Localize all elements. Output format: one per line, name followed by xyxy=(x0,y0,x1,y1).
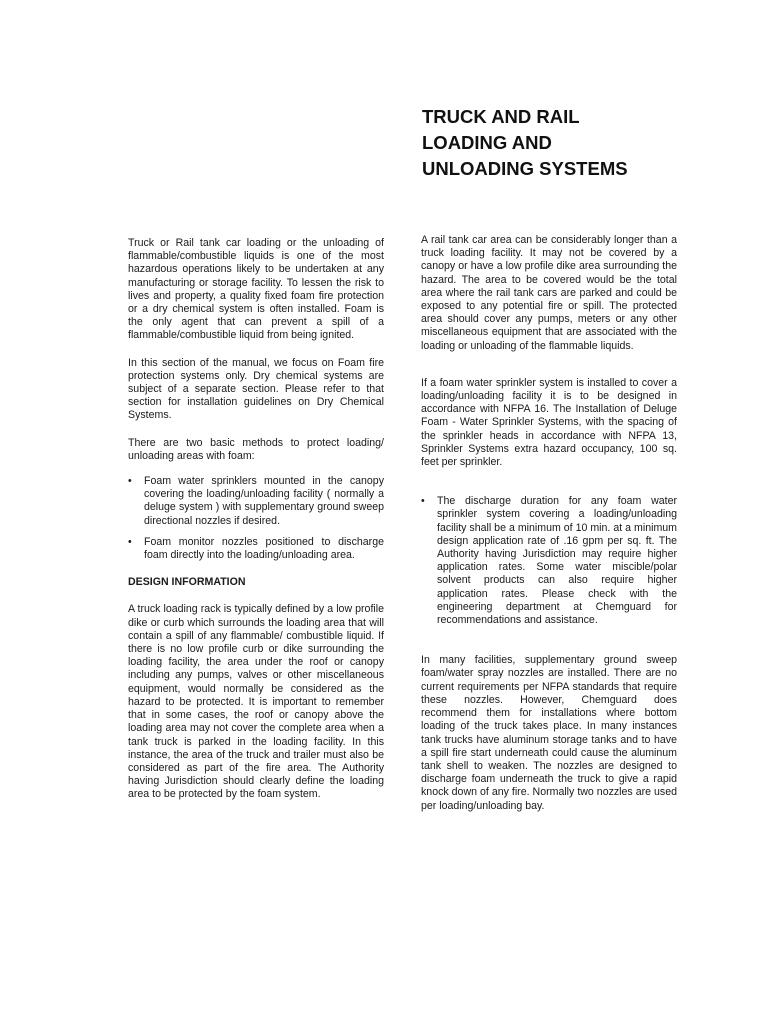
methods-paragraph: There are two basic methods to protect loading/ unloading areas with foam: xyxy=(128,436,384,462)
methods-list xyxy=(128,475,384,562)
rail-paragraph: A rail tank car area can be considerably longer than a truck loading facility. It may not be covered by a canopy or have a low profile dike area surrounding the hazard. The area to be covered would be the total area where the rail tank cars are parked and could be exposed to any potential fire or spill. The protected area should cover any pumps, meters or any other miscellaneous equipment that are associated with the loading or unloading of the flammable liquids. xyxy=(421,234,677,352)
right-column xyxy=(421,234,677,813)
section-heading: DESIGN INFORMATION xyxy=(128,576,246,589)
title-line-2: LOADING AND xyxy=(422,132,552,153)
scope-paragraph: In this section of the manual, we focus on Foam fire protection systems only. Dry chemical systems are subject of a separate section. Please refer to that section for installation guidelines on Dry Chemical Systems. xyxy=(128,356,384,422)
list-item-text: The discharge duration for any foam water sprinkler system covering a loading/unloading facility shall be a minimum of 10 min. at a minimum design application rate of .16 gpm per sq. ft. The Authority having Jurisdiction may require higher application rates. Some water miscible/polar solvent products can also require higher application rates. Please check with the engineering department at Chemguard for recommendations and assistance. xyxy=(437,495,677,627)
list-item-text: Foam water sprinklers mounted in the canopy covering the loading/unloading facility ( normally a deluge system ) with supplementary ground sweep directional nozzles if desired. xyxy=(144,475,384,527)
left-column xyxy=(128,237,384,802)
intro-paragraph: Truck or Rail tank car loading or the unloading of flammable/combustible liquids is one of the most hazardous operations likely to be undertaken at any manufacturing or storage facility. To lessen the risk to lives and property, a quality fixed foam fire protection or a dry chemical system is often installed. Foam is the only agent that can prevent a spill of a flammable/combustible liquid from being ignited. xyxy=(128,237,384,342)
title-line-1: TRUCK AND RAIL xyxy=(422,106,580,127)
list-item xyxy=(128,475,384,528)
title-line-3: UNLOADING SYSTEMS xyxy=(422,158,628,179)
page-title xyxy=(422,104,742,182)
list-item-text: Foam monitor nozzles positioned to discharge foam directly into the loading/unloading area. xyxy=(144,535,384,562)
bullet-icon: • xyxy=(128,475,132,488)
nozzle-paragraph: In many facilities, supplementary ground sweep foam/water spray nozzles are installed. There are no current requirements per NFPA standards that require these nozzles. However, Chemguard does recommend them for installations where bottom loading of the truck takes place. In many instances tank trucks have aluminum storage tanks and to have a spill fire start underneath could cause the aluminum tank shell to weaken. The nozzles are designed to discharge foam underneath the truck to give a rapid knock down of any fire. Normally two nozzles are used per loading/unloading bay. xyxy=(421,654,677,812)
list-item xyxy=(421,495,677,627)
list-item xyxy=(128,536,384,562)
bullet-icon: • xyxy=(128,535,132,548)
design-paragraph: A truck loading rack is typically defined by a low profile dike or curb which surrounds the loading area that will contain a spill of any flammable/ combustible liquid. If there is no low profile curb or dike surrounding the loading facility, the area under the roof or canopy including any pumps, valves or other miscellaneous equipment, would normally be considered as the hazard to be protected. It is important to remember that in some cases, the roof or canopy above the loading area may not cover the complete area when a tank truck is parked in the loading facility. In this instance, the area of the truck and trailer must also be considered as part of the fire area. The Authority having Jurisdiction should clearly define the loading area to be protected by the foam system. xyxy=(128,603,384,801)
sprinkler-paragraph: If a foam water sprinkler system is installed to cover a loading/unloading facility it is to be designed in accordance with NFPA 16. The Installation of Deluge Foam - Water Sprinkler Systems, with the spacing of the sprinkler heads in accordance with NFPA 13, Sprinkler Systems extra hazard occupancy, 100 sq. feet per sprinkler. xyxy=(421,376,677,469)
bullet-icon: • xyxy=(421,495,425,508)
duration-list xyxy=(421,495,677,627)
